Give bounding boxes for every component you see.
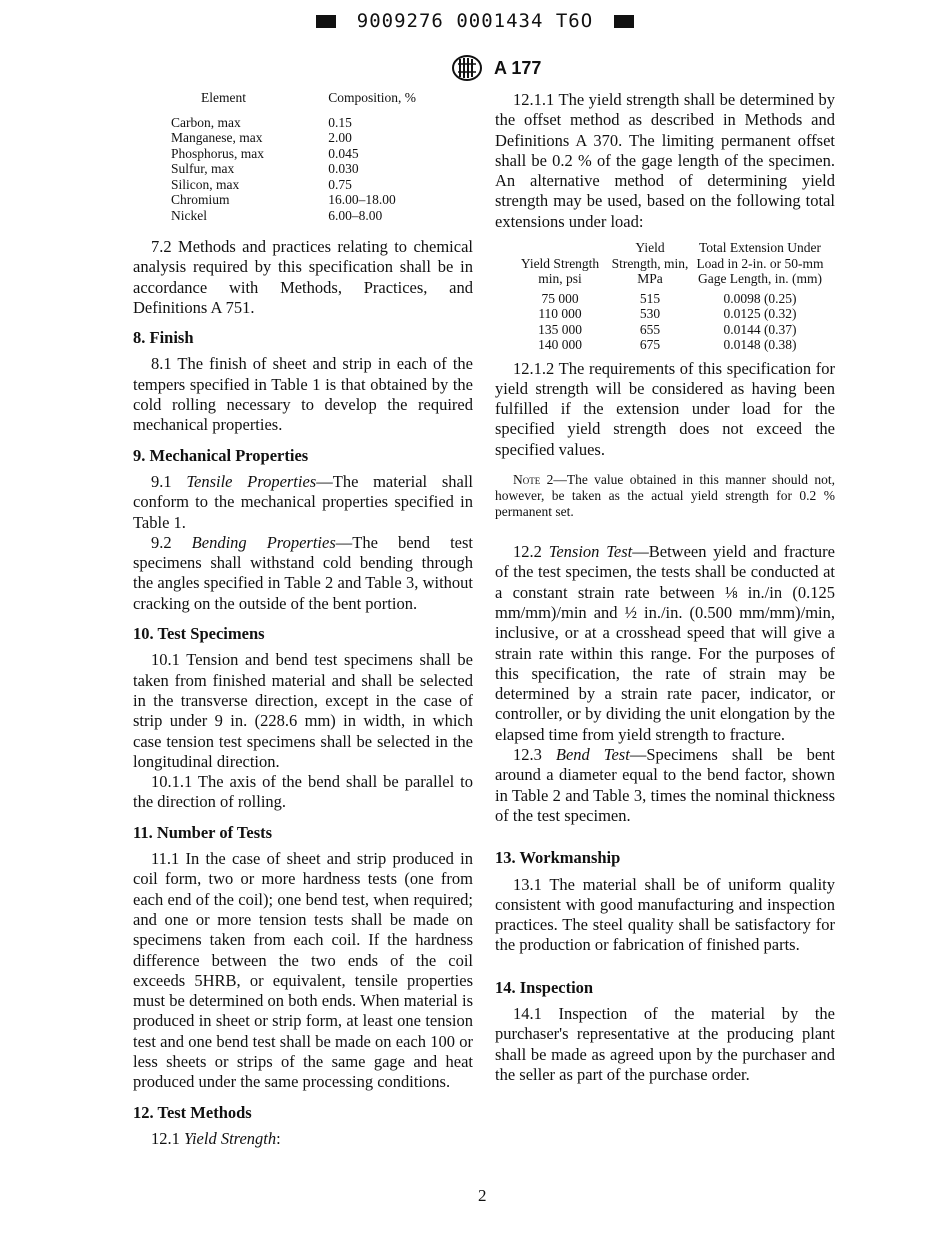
table-cell: 515 [639,290,661,306]
clause-number: 12.1 [151,1128,180,1148]
section-heading-specimens: 10. Test Specimens [133,624,265,644]
table-cell: 0.045 [328,145,359,161]
table-cell: 0.15 [328,114,352,130]
table-cell: 0.0144 (0.37) [723,321,797,337]
clause-number: 9.2 [151,532,172,552]
table-cell: Sulfur, max [171,161,235,176]
paragraph-14-1: 14.1 Inspection of the material by the purchaser's representative at the producing plant shall be made as agreed upon by the purchaser and the seller as part of the purchase order. [495,1004,835,1084]
clause-text: : [276,1128,281,1148]
standard-number: A 177 [494,57,542,78]
table-cell: Chromium [171,192,230,207]
table-header: Element [201,90,246,105]
table-row [171,177,461,193]
table-cell: 0.0098 (0.25) [723,290,797,306]
clause-text: —The material shall conform to the mechanical properties specified in Table 1. [133,471,474,532]
table-header-row [510,240,830,291]
paragraph-10-1-1: 10.1.1 The axis of the bend shall be parallel to the direction of rolling. [133,772,473,812]
paragraph-10-1: 10.1 Tension and bend test specimens shall be taken from finished material and shall be selected in the transverse direction, except in the case of strip under 9 in. (228.6 mm) in width, in which case tension test specimens shall be selected in the longitudinal direction. [133,650,473,771]
table-cell: 675 [639,337,661,353]
right-column [495,90,835,1085]
note-2 [495,472,835,520]
paragraph-12-1 [133,1129,473,1149]
table-cell: 2.00 [328,130,352,145]
table-cell: Silicon, max [171,176,240,192]
standard-header [450,54,541,82]
paragraph-12-1-1: 12.1.1 The yield strength shall be determined by the offset method as described in Methods and Definitions A 370. The limiting permanent offset shall be 0.2 % of the gage length of the specimen. An alternative method of determining yield strength may be used, based on the following total extensions under load: [495,90,835,231]
table-row [171,208,461,224]
table-cell: Carbon, max [171,114,241,130]
paragraph-11-1: 11.1 In the case of sheet and strip produced in coil form, two or more hardness tests (one from each end of the coil); one bend test, when required; and one or more tension tests shall be made on specimens taken from each coil. If the hardness difference between the two ends of the coil exceeds 5HRB, or equivalent, tensile properties must be determined on both ends. When material is produced in sheet or strip form, at least one tension test and one bend test shall be made on each 100 or less sheets or strips of the same gage and heat produced under the same processing conditions. [133,849,473,1092]
table-row [171,161,461,177]
paragraph-9-1 [133,472,473,533]
table-cell: 0.030 [328,161,359,176]
paragraph-12-3 [495,745,835,826]
clause-number: 12.3 [513,745,542,765]
section-heading-inspection: 14. Inspection [495,977,594,997]
section-heading-mechanical: 9. Mechanical Properties [133,445,309,465]
barcode-block [614,15,634,28]
clause-title: Bend Test [555,745,630,765]
table-cell: 16.00–18.00 [328,192,396,207]
table-cell: 655 [639,321,661,337]
paragraph-9-2 [133,533,473,614]
table-cell: 110 000 [538,306,582,322]
left-column [133,90,473,1149]
section-heading-test-methods: 12. Test Methods [133,1102,252,1122]
section-heading-finish: 8. Finish [133,328,194,348]
table-cell: 0.75 [328,176,352,192]
table-cell: 140 000 [538,337,582,353]
table-header: Total Extension Under Load in 2-in. or 50-mm Gage Length, in. (mm) [696,240,824,287]
note-label: Note 2 [513,472,554,488]
table-cell: Manganese, max [171,130,263,145]
table-header: Composition, % [328,90,416,105]
table-cell: Nickel [171,207,207,223]
section-heading-workmanship: 13. Workmanship [495,848,621,868]
section-heading-number-of-tests: 11. Number of Tests [133,822,273,842]
paragraph-12-1-2: 12.1.2 The requirements of this specification for yield strength will be considered as having been fulfilled if the extension under load for the specified yield strength does not exceed the specified values. [495,358,835,459]
table-header: Yield Strength min, psi [520,255,600,287]
header-code-a: 9009276 [356,10,444,32]
table-cell: Phosphorus, max [171,145,265,161]
table-row [510,291,830,307]
paragraph-13-1: 13.1 The material shall be of uniform quality consistent with good manufacturing and inspection practices. The steel quality shall be satisfactory for the production or fabrication of finished parts. [495,874,835,955]
table-cell: 135 000 [538,321,582,337]
table-row [510,322,830,338]
paragraph-12-2 [495,542,835,745]
table-row [510,306,830,322]
table-cell: 0.0125 (0.32) [723,306,797,322]
document-barcode-header [0,10,950,32]
composition-table [171,90,461,223]
clause-title: Tension Test [548,542,633,562]
note-text: —The value obtained in this manner should not, however, be taken as the actual yield strength for 0.2 % permanent set. [495,472,835,520]
table-cell: 75 000 [541,290,579,306]
table-row [171,192,461,208]
table-cell: 530 [639,306,661,322]
table-row [171,146,461,162]
yield-table [510,240,830,353]
clause-title: Yield Strength [184,1128,277,1148]
clause-number: 9.1 [151,471,172,491]
table-header-row [171,90,461,115]
barcode-block [316,15,336,28]
table-cell: 6.00–8.00 [328,207,383,223]
paragraph-7-2: 7.2 Methods and practices relating to chemical analysis required by this specification shall be in accordance with Methods, Practices, and Definitions A 751. [133,237,473,317]
clause-number: 12.2 [513,542,542,562]
table-row [171,115,461,131]
clause-text: —Between yield and fracture of the test specimen, the tests shall be conducted at a constant strain rate between ⅛ in./in (0.125 mm/mm)/min and ½ in./in. (0.500 mm/mm)/min, inclusive, or at a crosshead speed that will give a strain rate within this range. For the purposes of this specification, the rate of strain may be determined by a strain rate pacer, indicator, or controller, or by dividing the unit elongation by the elapsed time from yield strength to fracture. [495,542,835,744]
clause-title: Tensile Properties [186,471,317,491]
header-code-c: T6O [555,10,594,32]
header-code-b: 0001434 [456,10,544,32]
paragraph-8-1: 8.1 The finish of sheet and strip in each of the tempers specified in Table 1 is that obtained by the cold rolling necessary to develop the required mechanical properties. [133,354,473,435]
table-row [171,130,461,146]
clause-title: Bending Properties [191,532,336,552]
table-header: Yield Strength, min, MPa [611,240,689,287]
page-number: 2 [478,1186,487,1205]
clause-text: —Specimens shall be bent around a diameter equal to the bend factor, shown in Table 2 and Table 3, times the nominal thickness of the test specimen. [495,745,835,825]
table-cell: 0.0148 (0.38) [723,337,797,353]
table-row [510,337,830,353]
clause-text: —The bend test specimens shall withstand cold bending through the angles specified in Table 2 and Table 3, without cracking on the outside of the bent portion. [133,532,473,613]
astm-logo-icon [450,54,484,82]
